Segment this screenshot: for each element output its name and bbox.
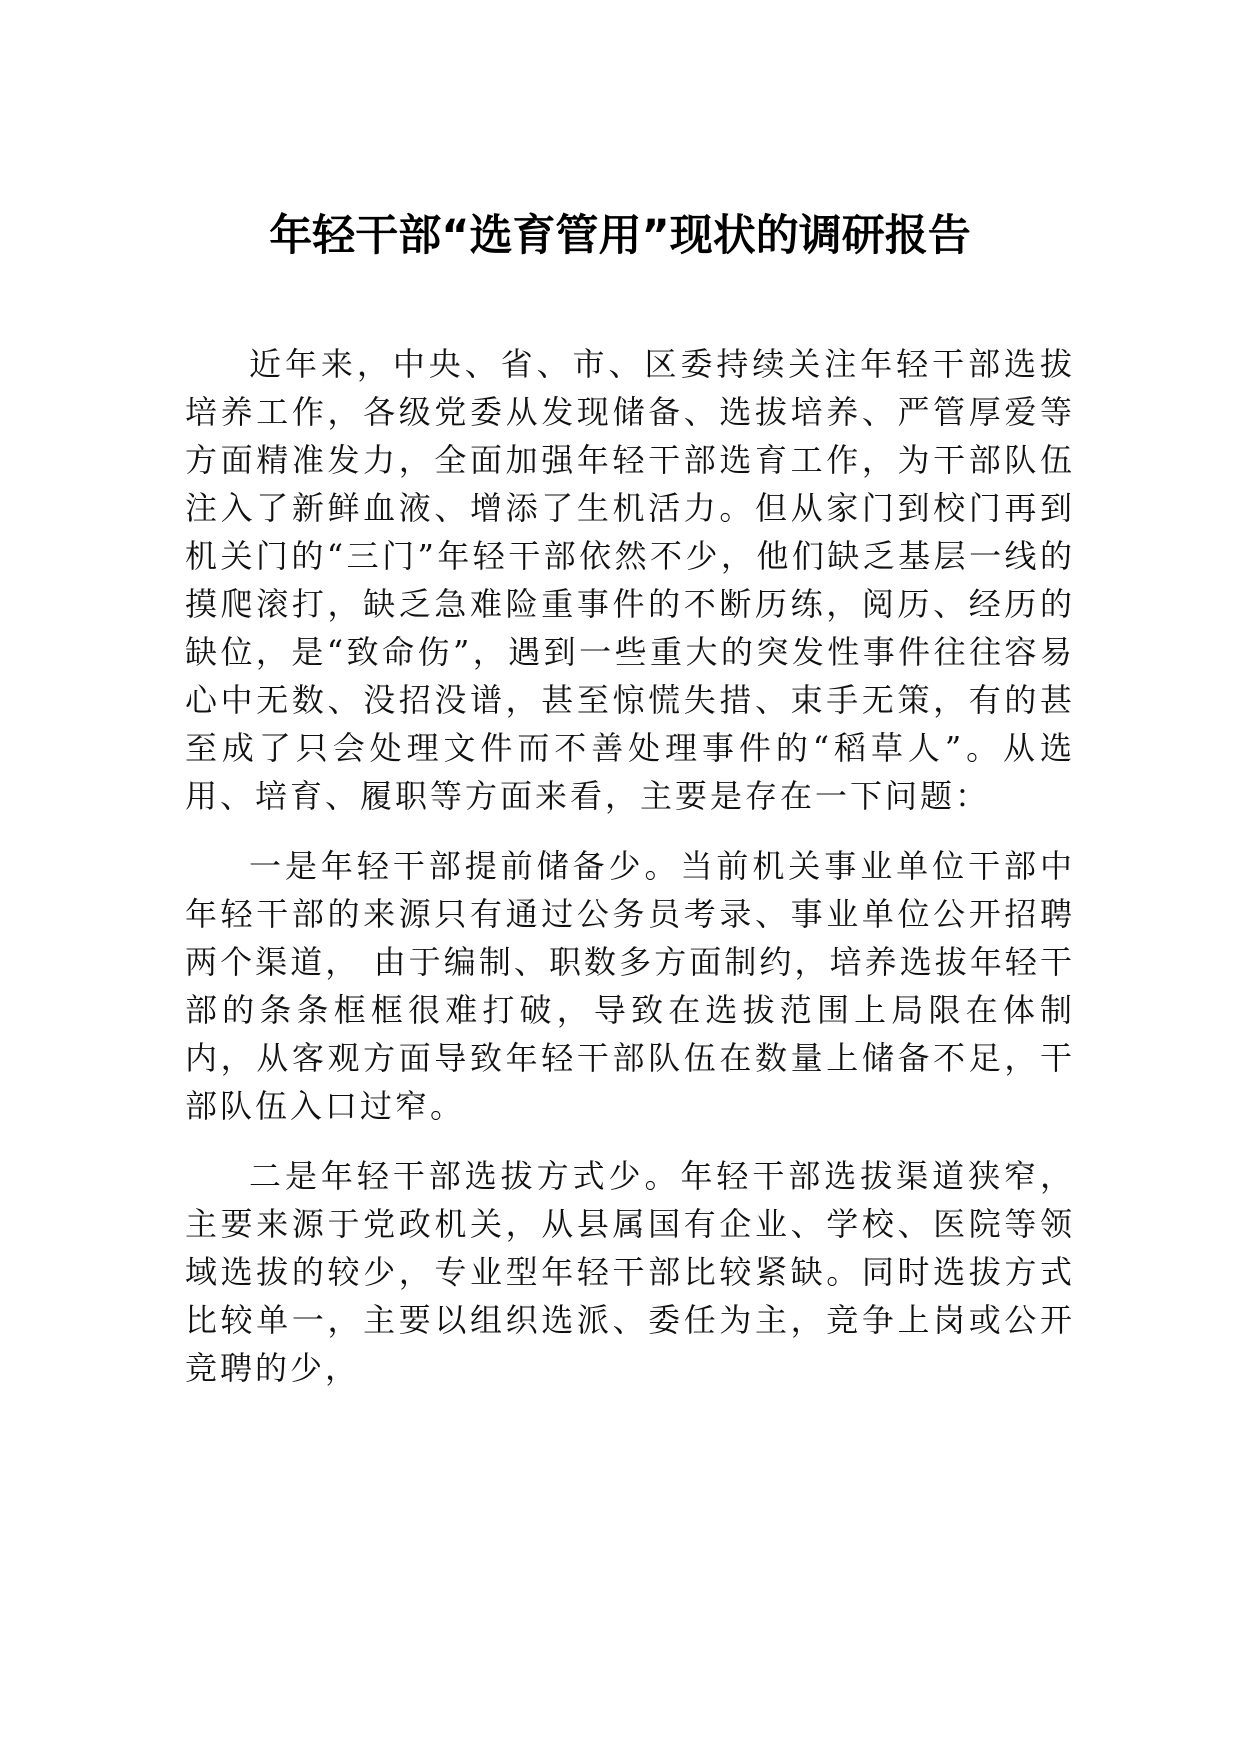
document-body: [185, 340, 1075, 1392]
paragraph-point-one: 一是年轻干部提前储备少。当前机关事业单位干部中年轻干部的来源只有通过公务员考录、事业单位公开招聘两个渠道， 由于编制、职数多方面制约，培养选拔年轻干部的条条框框很难打破，导致在选拔范围上局限在体制内，从客观方面导致年轻干部队伍在数量上储备不足，干部队伍入口过窄。: [185, 847, 1075, 1125]
document-title: 年轻干部“选育管用”现状的调研报告: [269, 211, 971, 261]
paragraph-intro: 近年来，中央、省、市、区委持续关注年轻干部选拔培养工作，各级党委从发现储备、选拔培养、严管厚爱等方面精准发力，全面加强年轻干部选育工作，为干部队伍注入了新鲜血液、增添了生机活力。但从家门到校门再到机关门的“三门”年轻干部依然不少，他们缺乏基层一线的摸爬滚打，缺乏急难险重事件的不断历练，阅历、经历的缺位，是“致命伤”，遇到一些重大的突发性事件往往容易心中无数、没招没谱，甚至惊慌失措、束手无策，有的甚至成了只会处理文件而不善处理事件的“稻草人”。从选用、培育、履职等方面来看，主要是存在一下问题：: [185, 345, 1075, 815]
paragraph-point-two: 二是年轻干部选拔方式少。年轻干部选拔渠道狭窄，主要来源于党政机关，从县属国有企业、学校、医院等领域选拔的较少，专业型年轻干部比较紧缺。同时选拔方式比较单一，主要以组织选派、委任为主，竞争上岗或公开竞聘的少，: [185, 1157, 1075, 1387]
